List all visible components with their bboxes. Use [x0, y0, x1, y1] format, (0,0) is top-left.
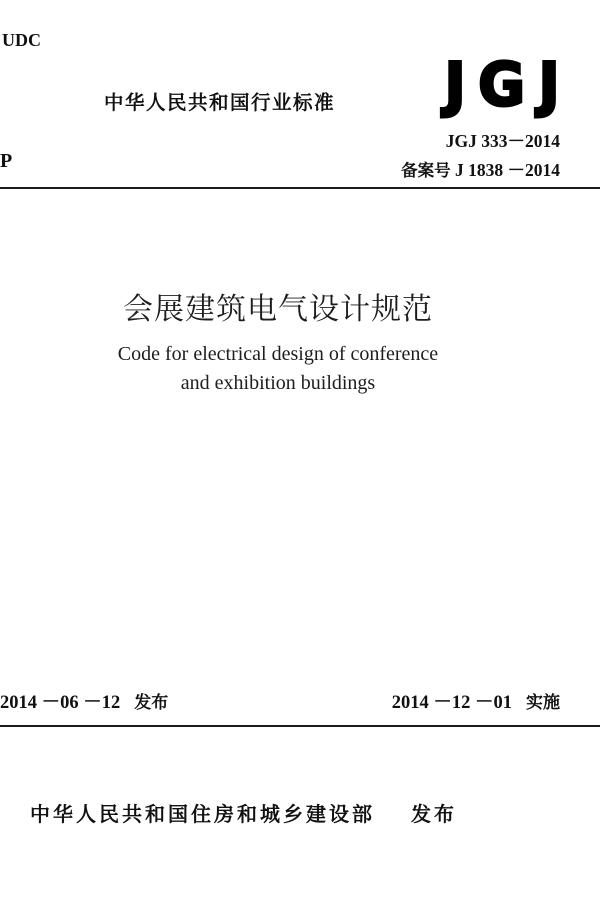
implementation-date-value: 2014 －12 －01: [391, 693, 512, 713]
standard-number: JGJ 333－2014: [445, 131, 560, 151]
implementation-date: [392, 688, 560, 714]
issue-label: 发布: [134, 693, 169, 713]
category-code: P: [0, 150, 13, 172]
issuer: [30, 798, 457, 827]
udc-label: UDC: [2, 30, 41, 50]
footer-divider: [0, 725, 600, 727]
logo-letter-j2: J: [538, 50, 560, 120]
header-divider: [0, 187, 600, 189]
logo-letter-g: G: [478, 50, 526, 120]
issue-date: [0, 688, 168, 714]
issue-date-value: 2014 －06 －12: [0, 693, 121, 713]
record-value: J 1838 －2014: [455, 160, 560, 180]
implementation-label: 实施: [526, 693, 560, 713]
record-label: 备案号: [401, 161, 451, 180]
issuer-name: 中华人民共和国住房和城乡建设部: [30, 802, 375, 826]
title-english-line1: Code for electrical design of conference: [117, 343, 439, 365]
title-english-line2: and exhibition buildings: [180, 372, 376, 394]
record-number: [401, 157, 560, 182]
issuer-label: 发布: [411, 802, 457, 826]
industry-standard-title: 中华人民共和国行业标准: [104, 91, 336, 114]
title-english: [0, 340, 556, 398]
jgj-logo: [444, 50, 560, 120]
title-chinese: 会展建筑电气设计规范: [123, 292, 433, 327]
logo-letter-j1: J: [444, 50, 466, 120]
